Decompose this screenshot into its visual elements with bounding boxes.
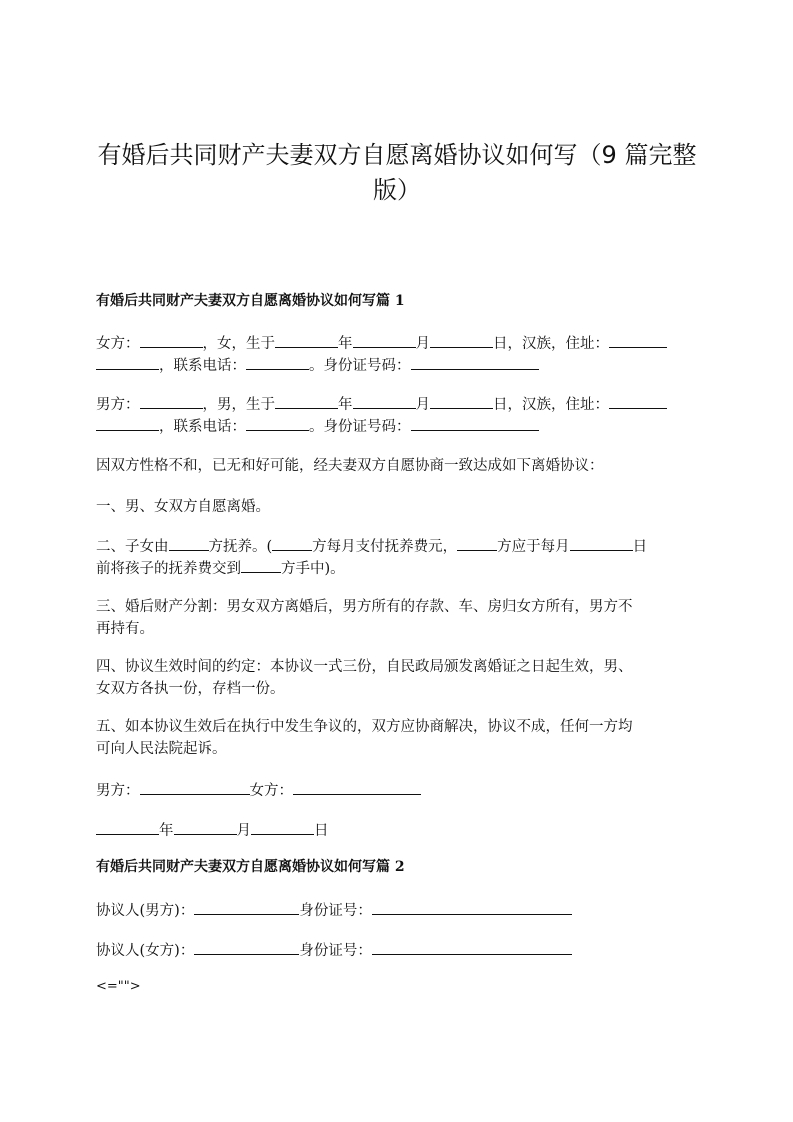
- male-id-blank[interactable]: [411, 416, 539, 431]
- payment-day-blank[interactable]: [570, 536, 633, 551]
- female-birth-month-blank[interactable]: [353, 333, 416, 348]
- intro-paragraph: 因双方性格不和，已无和好可能，经夫妻双方自愿协商一致达成如下离婚协议：: [96, 458, 604, 474]
- id-number-text: 。身份证号码：: [309, 419, 411, 435]
- clause2-text-a: 二、子女由: [96, 539, 169, 555]
- clause4-line1: 四、协议生效时间的约定：本协议一式三份，自民政局颁发离婚证之日起生效，男、: [96, 659, 633, 675]
- clause2-text-g: 方手中)。: [281, 561, 345, 577]
- sign-male-label: 男方：: [96, 783, 140, 799]
- document-title: 有婚后共同财产夫妻双方自愿离婚协议如何写（9 篇完整版）: [97, 141, 697, 204]
- clause4-line2: 女双方各执一份，存档一份。: [96, 681, 285, 697]
- female-name-blank[interactable]: [140, 333, 203, 348]
- male-sex-text: ，男，生于: [202, 397, 275, 413]
- signature-line: [96, 780, 700, 802]
- male-phone-blank[interactable]: [246, 416, 309, 431]
- party-female-id-blank[interactable]: [372, 940, 572, 955]
- party-male-line: [96, 900, 700, 922]
- male-birth-month-blank[interactable]: [353, 394, 416, 409]
- party-male-id-blank[interactable]: [372, 900, 572, 915]
- female-address-blank[interactable]: [609, 333, 667, 348]
- clause-1: 一、男、女双方自愿离婚。: [96, 499, 270, 515]
- party-female-label: 协议人(女方)：: [96, 943, 195, 959]
- trailing-text: <="">: [96, 979, 141, 994]
- male-name-blank[interactable]: [140, 394, 203, 409]
- male-party-paragraph: [96, 394, 700, 438]
- clause2-text-d: 方应于每月: [497, 539, 570, 555]
- date-day-label: 日: [314, 823, 329, 839]
- male-address-blank-cont[interactable]: [96, 416, 159, 431]
- male-label: 男方：: [96, 397, 140, 413]
- recipient-party-blank[interactable]: [241, 558, 281, 573]
- party-male-label: 协议人(男方)：: [96, 903, 195, 919]
- male-birth-year-blank[interactable]: [275, 394, 338, 409]
- month-label: 月: [415, 336, 430, 352]
- year-label: 年: [338, 336, 353, 352]
- clause3-line1: 三、婚后财产分割：男女双方离婚后，男方所有的存款、车、房归女方所有，男方不: [96, 599, 633, 615]
- party-female-line: [96, 940, 700, 962]
- female-sex-text: ，女，生于: [202, 336, 275, 352]
- year-label: 年: [338, 397, 353, 413]
- clause-5: [96, 716, 700, 760]
- clause3-line2: 再持有。: [96, 621, 154, 637]
- day-ethnic-address-text: 日，汉族，住址：: [493, 336, 609, 352]
- contact-phone-text: ，联系电话：: [159, 419, 246, 435]
- female-party-paragraph: [96, 333, 700, 377]
- sign-day-blank[interactable]: [251, 820, 314, 835]
- clause5-line1: 五、如本协议生效后在执行中发生争议的，双方应协商解决，协议不成，任何一方均: [96, 719, 633, 735]
- female-signature-blank[interactable]: [293, 780, 421, 795]
- clause5-line2: 可向人民法院起诉。: [96, 741, 227, 757]
- male-signature-blank[interactable]: [140, 780, 250, 795]
- section1-heading: 有婚后共同财产夫妻双方自愿离婚协议如何写篇 1: [96, 293, 405, 309]
- clause2-text-c: 方每月支付抚养费元，: [312, 539, 458, 555]
- sign-female-label: 女方：: [249, 783, 293, 799]
- clause-2: [96, 536, 700, 580]
- clause2-text-e: 日: [632, 539, 648, 555]
- party-female-name-blank[interactable]: [194, 940, 299, 955]
- clause2-text-b: 方抚养。(: [208, 539, 273, 555]
- female-birth-year-blank[interactable]: [275, 333, 338, 348]
- female-birth-day-blank[interactable]: [430, 333, 493, 348]
- male-address-blank[interactable]: [609, 394, 667, 409]
- month-label: 月: [415, 397, 430, 413]
- contact-phone-text: ，联系电话：: [159, 358, 246, 374]
- section2-heading: 有婚后共同财产夫妻双方自愿离婚协议如何写篇 2: [96, 859, 405, 875]
- sign-month-blank[interactable]: [174, 820, 237, 835]
- id-label: 身份证号：: [299, 943, 372, 959]
- day-ethnic-address-text: 日，汉族，住址：: [493, 397, 609, 413]
- id-number-text: 。身份证号码：: [309, 358, 411, 374]
- payer-party-blank-2[interactable]: [457, 536, 497, 551]
- custody-party-blank[interactable]: [169, 536, 209, 551]
- sign-year-blank[interactable]: [96, 820, 159, 835]
- clause-3: [96, 596, 700, 640]
- signature-date-line: [96, 820, 700, 842]
- payer-party-blank[interactable]: [272, 536, 312, 551]
- male-birth-day-blank[interactable]: [430, 394, 493, 409]
- date-month-label: 月: [236, 823, 251, 839]
- female-label: 女方：: [96, 336, 140, 352]
- clause-4: [96, 656, 700, 700]
- female-phone-blank[interactable]: [246, 355, 309, 370]
- female-address-blank-cont[interactable]: [96, 355, 159, 370]
- female-id-blank[interactable]: [411, 355, 539, 370]
- clause2-text-f: 前将孩子的抚养费交到: [96, 561, 241, 577]
- party-male-name-blank[interactable]: [194, 900, 299, 915]
- id-label: 身份证号：: [299, 903, 372, 919]
- date-year-label: 年: [159, 823, 174, 839]
